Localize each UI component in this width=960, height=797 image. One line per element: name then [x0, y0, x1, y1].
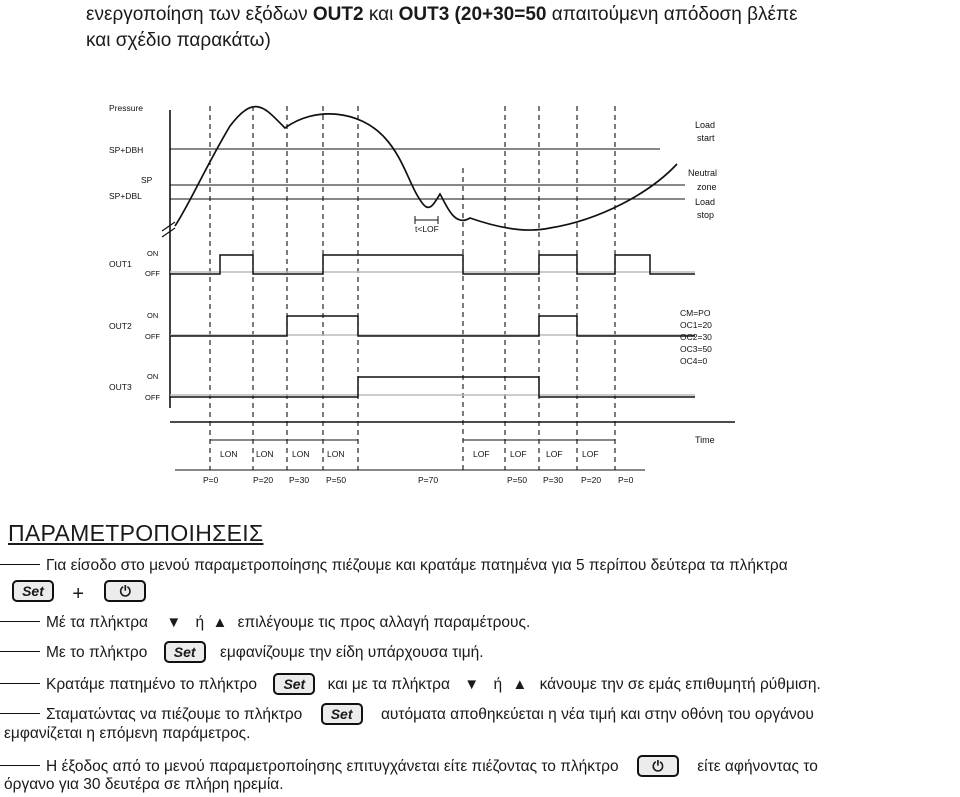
- lof-label-1: LOF: [473, 449, 490, 459]
- p-label-8: P=20: [581, 475, 602, 485]
- instruction-line-6: Η έξοδος από το μενού παραμετροποίησης επιτυγχάνεται είτε πιέζοντας το πλήκτρο ⏻ είτε αφήνοντας το: [0, 755, 818, 777]
- p-label-1: P=0: [203, 475, 219, 485]
- config-oc1: OC1=20: [680, 320, 712, 330]
- instruction-line-2: Μέ τα πλήκτρα ▼ ή ▲ επιλέγουμε τις προς αλλαγή παραμέτρους.: [0, 614, 530, 632]
- neutral-zone-label-1: Neutral: [688, 168, 718, 178]
- timing-diagram: [105, 98, 760, 490]
- level-label-sp: SP: [141, 175, 153, 185]
- instruction-line-4: Κρατάμε πατημένο το πλήκτρο Set και με τα πλήκτρα ▼ ή ▲ κάνουμε την σε εμάς επιθυμητή ρύθμιση.: [0, 673, 821, 695]
- svg-text:OFF: OFF: [145, 393, 160, 402]
- intro-line-1: ενεργοποίηση των εξόδων OUT2 και OUT3 (20+30=50 απαιτούμενη απόδοση βλέπε: [86, 4, 798, 25]
- p-label-6: P=50: [507, 475, 528, 485]
- out3-signal: [170, 377, 695, 397]
- up-arrow-icon: ▲: [212, 614, 228, 631]
- lof-label-4: LOF: [582, 449, 599, 459]
- svg-text:ON: ON: [147, 372, 159, 381]
- svg-text:OFF: OFF: [145, 332, 160, 341]
- svg-text:ON: ON: [147, 311, 159, 320]
- time-markers: [210, 106, 615, 470]
- dash-bullet: [0, 564, 40, 565]
- svg-text:ON: ON: [147, 249, 159, 258]
- svg-text:OFF: OFF: [145, 269, 160, 278]
- load-stop-label-1: Load: [695, 197, 716, 207]
- tlof-label: t<LOF: [415, 224, 439, 234]
- out2-signal: [170, 316, 695, 336]
- config-oc3: OC3=50: [680, 344, 712, 354]
- lon-label-1: LON: [220, 449, 238, 459]
- pressure-curve: [175, 107, 677, 230]
- load-stop-label-2: stop: [697, 210, 715, 220]
- out1-label: OUT1: [109, 259, 132, 269]
- set-key-icon: Set: [164, 641, 206, 663]
- set-key-icon: Set: [273, 673, 315, 695]
- lof-label-3: LOF: [546, 449, 563, 459]
- instruction-line-1: Για είσοδο στο μενού παραμετροποίησης πιέζουμε και κρατάμε πατημένα για 5 περίπου δεύτερα τα πλήκτρα: [0, 557, 788, 575]
- section-title: ΠΑΡΑΜΕΤΡΟΠΟΙΗΣΕΙΣ: [8, 520, 264, 546]
- out2-label: OUT2: [312, 4, 364, 25]
- config-cm: CM=PO: [680, 308, 711, 318]
- instruction-line-5-cont: εμφανίζεται η επόμενη παράμετρος.: [4, 725, 251, 742]
- down-arrow-icon: ▼: [464, 676, 480, 693]
- p-label-7: P=30: [543, 475, 564, 485]
- key-combo-row: [12, 579, 146, 605]
- lon-label-3: LON: [292, 449, 310, 459]
- up-arrow-icon: ▲: [512, 676, 528, 693]
- p-label-3: P=30: [289, 475, 310, 485]
- instruction-line-5: Σταματώντας να πιέζουμε το πλήκτρο Set αυτόματα αποθηκεύεται η νέα τιμή και στην οθόνη του οργάνου: [0, 703, 814, 725]
- pressure-axis-title: Pressure: [109, 103, 144, 113]
- config-oc2: OC2=30: [680, 332, 712, 342]
- config-oc4: OC4=0: [680, 356, 708, 366]
- out1-signal: [170, 255, 695, 274]
- set-key-icon: Set: [12, 580, 54, 602]
- out3-axis-label: OUT3: [109, 382, 132, 392]
- lof-label-2: LOF: [510, 449, 527, 459]
- instruction-line-6-cont: όργανο για 30 δευτέρα σε πλήρη ηρεμία.: [4, 776, 284, 793]
- power-key-icon: ⏻: [104, 580, 146, 602]
- instruction-line-3: Με το πλήκτρο Set εμφανίζουμε την είδη υπάρχουσα τιμή.: [0, 641, 484, 663]
- plus-sign: +: [72, 583, 84, 605]
- p-label-5: P=70: [418, 475, 439, 485]
- time-axis-label: Time: [695, 435, 715, 445]
- p-label-9: P=0: [618, 475, 634, 485]
- level-label-sp-dbl: SP+DBL: [109, 191, 142, 201]
- neutral-zone-label-2: zone: [697, 182, 717, 192]
- lon-label-2: LON: [256, 449, 274, 459]
- power-key-icon: ⏻: [637, 755, 679, 777]
- intro-line-2: και σχέδιο παρακάτω): [86, 30, 271, 51]
- load-start-label-1: Load: [695, 120, 716, 130]
- p-label-4: P=50: [326, 475, 347, 485]
- p-label-2: P=20: [253, 475, 274, 485]
- out2-axis-label: OUT2: [109, 321, 132, 331]
- set-key-icon: Set: [321, 703, 363, 725]
- lon-label-4: LON: [327, 449, 345, 459]
- load-start-label-2: start: [697, 133, 715, 143]
- out3-label: OUT3 (20+30=50: [398, 4, 547, 25]
- level-label-sp-dbh: SP+DBH: [109, 145, 144, 155]
- down-arrow-icon: ▼: [166, 614, 182, 631]
